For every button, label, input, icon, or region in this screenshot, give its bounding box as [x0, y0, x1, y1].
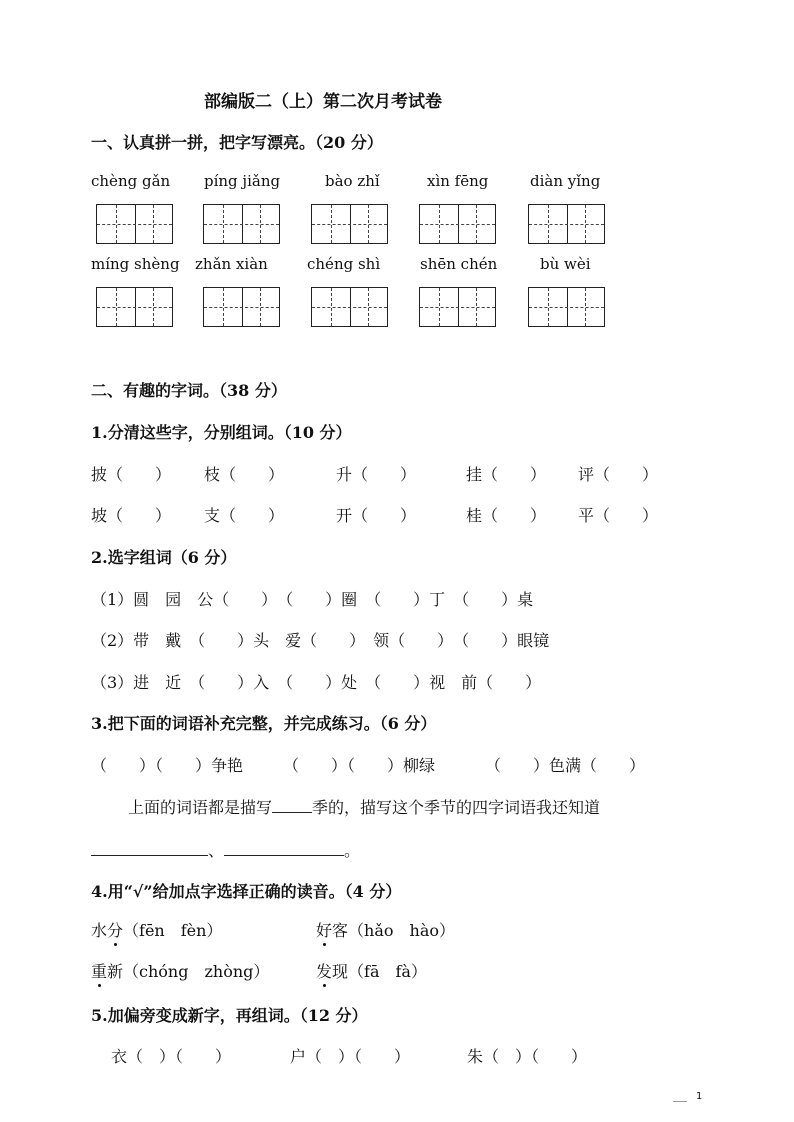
pinyin-label: diàn yǐng [530, 172, 601, 190]
footer-rule [673, 1101, 687, 1102]
dotted-char: 重 [91, 959, 107, 982]
word-item: 平（ ） [578, 506, 659, 525]
choice-line: （2）带 戴 （ ）头 爱（ ） 领（ ） （ ）眼镜 [91, 631, 550, 650]
word-item: 坡（ ） [91, 506, 172, 525]
question-1-heading: 1.分清这些字，分别组词。（10 分） [91, 423, 352, 442]
writing-grid[interactable] [203, 287, 280, 327]
reading-options[interactable]: （chóng zhòng） [123, 962, 270, 981]
word-item: 开（ ） [336, 506, 417, 525]
end-mark: 。 [344, 841, 361, 860]
page-title: 部编版二（上）第二次月考试卷 [204, 92, 442, 112]
dotted-char: 发 [316, 959, 332, 982]
radical-item: 朱（ ）（ ） [467, 1047, 588, 1066]
choice-line: （3）进 近 （ ）入 （ ）处 （ ）视 前（ ） [91, 673, 542, 692]
answer-blanks [91, 838, 360, 861]
pinyin-label: xìn fēng [427, 172, 489, 190]
pronunciation-item: 水分（fēn fèn） [91, 918, 222, 941]
sentence-text: 季的，描写这个季节的四字词语我还知道 [312, 798, 601, 817]
question-2-heading: 2.选字组词（6 分） [91, 548, 237, 567]
answer-blank-2[interactable] [224, 841, 344, 856]
writing-grid[interactable] [419, 204, 496, 244]
reading-options[interactable]: （fēn fèn） [123, 921, 223, 940]
answer-blank-1[interactable] [91, 841, 208, 856]
pinyin-label: chéng shì [307, 255, 381, 273]
word-item: 桂（ ） [466, 506, 547, 525]
section-2-heading: 二、有趣的字词。（38 分） [91, 381, 287, 400]
idiom-item: （ ）（ ）柳绿 [283, 756, 436, 775]
fill-sentence [128, 795, 600, 818]
radical-item: 户（ ）（ ） [290, 1047, 411, 1066]
choice-line: （1）圆 园 公（ ） （ ）圈 （ ）丁 （ ）桌 [91, 590, 534, 609]
question-3-heading: 3.把下面的词语补充完整，并完成练习。（6 分） [91, 714, 437, 733]
page-number: 1 [696, 1091, 703, 1102]
writing-grid[interactable] [203, 204, 280, 244]
word-item: 支（ ） [204, 506, 285, 525]
pronunciation-item: 好客（hǎo hào） [316, 918, 455, 941]
writing-grid[interactable] [528, 204, 605, 244]
dotted-char: 好 [316, 918, 332, 941]
idiom-item: （ ）（ ）争艳 [91, 756, 244, 775]
word-item: 枝（ ） [204, 465, 285, 484]
word-item: 评（ ） [578, 465, 659, 484]
reading-options[interactable]: （fā fà） [348, 962, 427, 981]
word-item: 挂（ ） [466, 465, 547, 484]
pinyin-label: zhǎn xiàn [195, 255, 268, 273]
season-blank[interactable] [272, 798, 312, 813]
reading-options[interactable]: （hǎo hào） [348, 921, 455, 940]
question-5-heading: 5.加偏旁变成新字，再组词。（12 分） [91, 1006, 368, 1025]
pronunciation-item: 重新（chóng zhòng） [91, 959, 269, 982]
writing-grid[interactable] [419, 287, 496, 327]
writing-grid[interactable] [311, 204, 388, 244]
writing-grid[interactable] [311, 287, 388, 327]
idiom-item: （ ）色满（ ） [485, 756, 646, 775]
pinyin-label: chèng gǎn [91, 172, 171, 190]
writing-grid[interactable] [96, 287, 173, 327]
pinyin-label: shēn chén [420, 255, 498, 273]
sentence-text: 上面的词语都是描写 [128, 798, 273, 817]
writing-grid[interactable] [528, 287, 605, 327]
writing-grid[interactable] [96, 204, 173, 244]
section-1-heading: 一、认真拼一拼，把字写漂亮。（20 分） [91, 133, 383, 152]
separator: 、 [208, 841, 225, 860]
pinyin-label: píng jiǎng [204, 172, 281, 190]
pinyin-label: bào zhǐ [325, 172, 380, 190]
radical-item: 衣（ ）（ ） [111, 1047, 232, 1066]
word-item: 披（ ） [91, 465, 172, 484]
question-4-heading: 4.用“√”给加点字选择正确的读音。（4 分） [91, 882, 402, 901]
pinyin-label: bù wèi [540, 255, 591, 273]
pronunciation-item: 发现（fā fà） [316, 959, 427, 982]
dotted-char: 分 [107, 918, 123, 941]
word-item: 升（ ） [336, 465, 417, 484]
pinyin-label: míng shèng [91, 255, 180, 273]
